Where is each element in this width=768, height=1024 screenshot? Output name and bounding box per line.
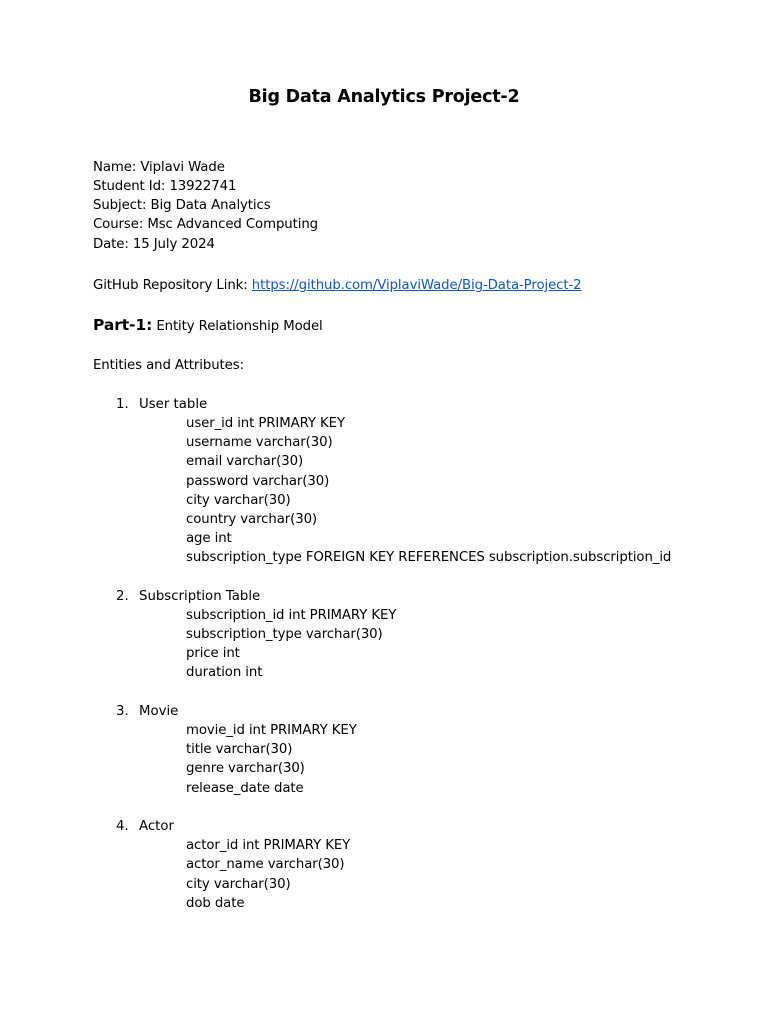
date: Date: 15 July 2024 bbox=[93, 237, 215, 252]
attribute: subscription_type varchar(30) bbox=[186, 627, 383, 642]
attribute: city varchar(30) bbox=[186, 877, 291, 892]
attribute: age int bbox=[186, 531, 232, 546]
list-number: 1. bbox=[116, 397, 129, 412]
attribute: actor_id int PRIMARY KEY bbox=[186, 838, 351, 853]
entities-heading: Entities and Attributes: bbox=[93, 358, 244, 373]
part-heading bbox=[93, 316, 323, 336]
list-number: 4. bbox=[116, 819, 129, 834]
attribute: actor_name varchar(30) bbox=[186, 857, 345, 872]
github-label: GitHub Repository Link: bbox=[93, 278, 252, 293]
attribute: dob date bbox=[186, 896, 245, 911]
course: Course: Msc Advanced Computing bbox=[93, 217, 318, 232]
entity-name: Movie bbox=[139, 704, 179, 719]
attribute: subscription_id int PRIMARY KEY bbox=[186, 608, 397, 623]
entity-name: Actor bbox=[139, 819, 174, 834]
attribute: email varchar(30) bbox=[186, 454, 304, 469]
attribute: duration int bbox=[186, 665, 263, 680]
document-title: Big Data Analytics Project-2 bbox=[248, 87, 520, 107]
attribute: release_date date bbox=[186, 781, 304, 796]
student-id: Student Id: 13922741 bbox=[93, 179, 237, 194]
github-line bbox=[93, 276, 582, 295]
entity-name: User table bbox=[139, 397, 208, 412]
entity-name: Subscription Table bbox=[139, 589, 261, 604]
attribute: title varchar(30) bbox=[186, 742, 293, 757]
list-number: 2. bbox=[116, 589, 129, 604]
part-subtitle: Entity Relationship Model bbox=[152, 319, 323, 334]
attribute: movie_id int PRIMARY KEY bbox=[186, 723, 357, 738]
attribute: user_id int PRIMARY KEY bbox=[186, 416, 346, 431]
attribute: genre varchar(30) bbox=[186, 761, 305, 776]
part-label: Part-1: bbox=[93, 316, 153, 334]
attribute: price int bbox=[186, 646, 240, 661]
github-link[interactable]: https://github.com/ViplaviWade/Big-Data-Project-2 bbox=[251, 278, 582, 293]
attribute: password varchar(30) bbox=[186, 474, 330, 489]
attribute: username varchar(30) bbox=[186, 435, 333, 450]
attribute: country varchar(30) bbox=[186, 512, 318, 527]
attribute: city varchar(30) bbox=[186, 493, 291, 508]
attribute: subscription_type FOREIGN KEY REFERENCES subscription.subscription_id bbox=[186, 550, 672, 565]
list-number: 3. bbox=[116, 704, 129, 719]
subject: Subject: Big Data Analytics bbox=[93, 198, 271, 213]
student-name: Name: Viplavi Wade bbox=[93, 160, 225, 175]
